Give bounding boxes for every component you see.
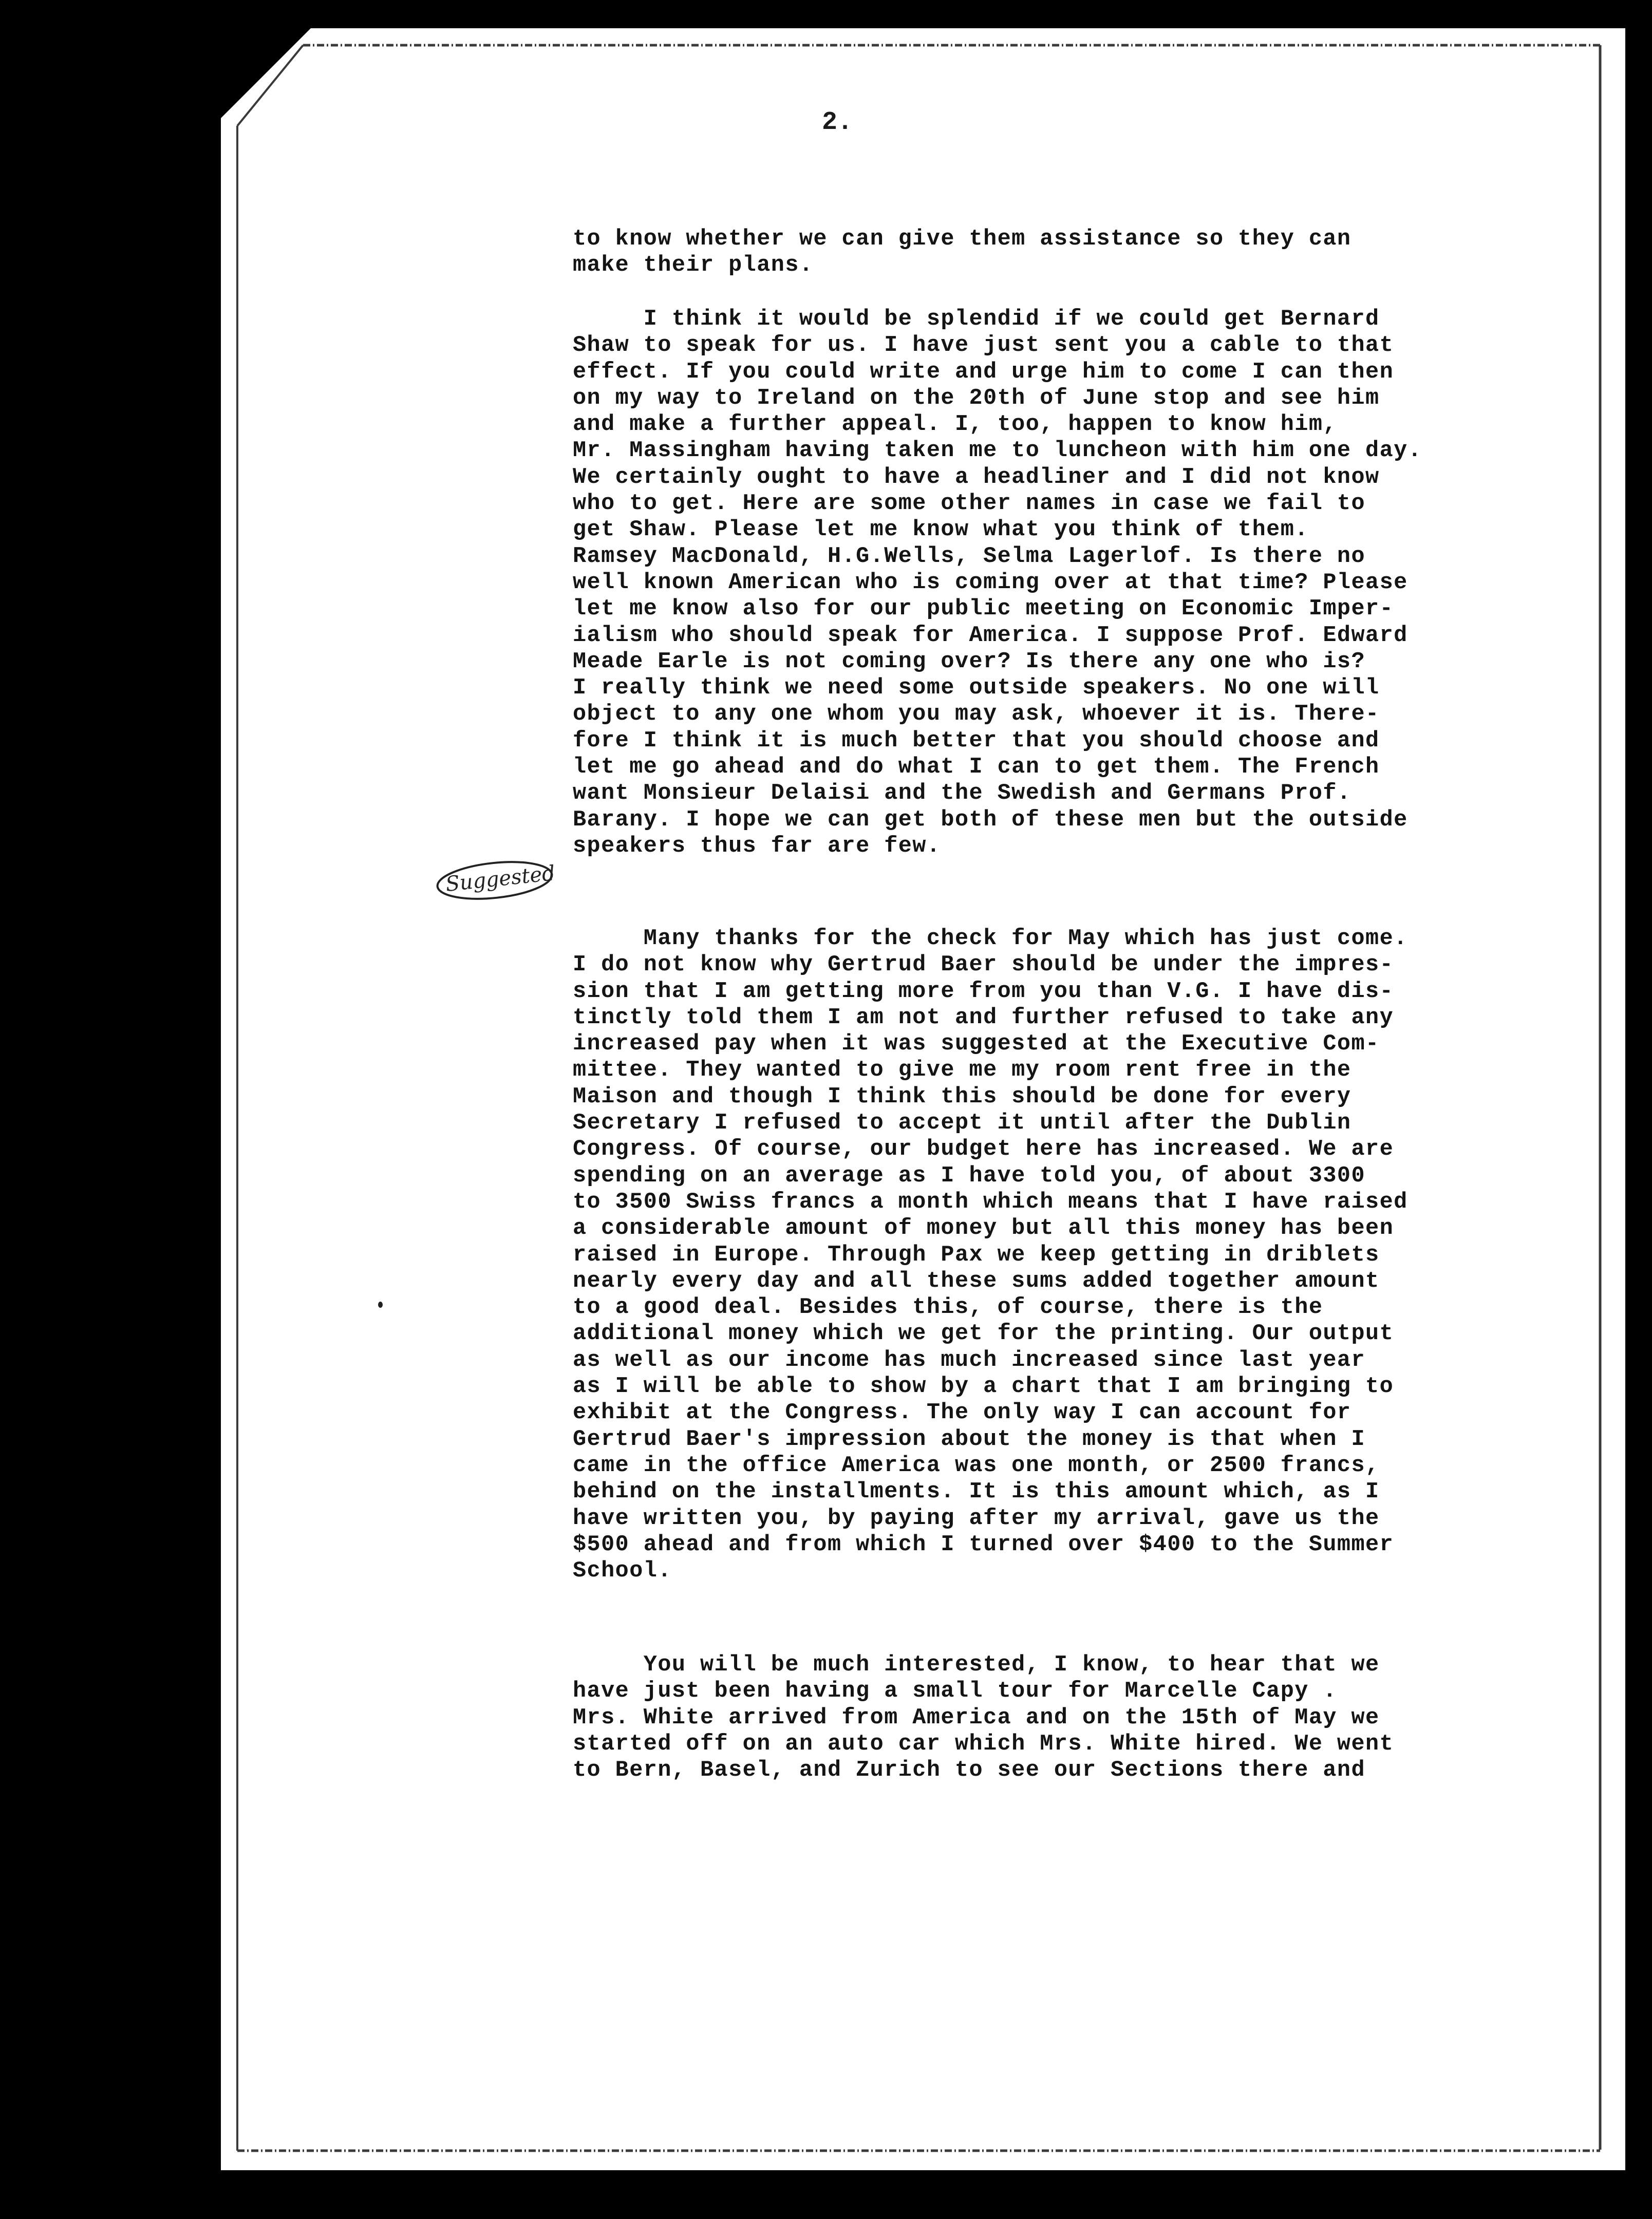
paragraph-speakers: I think it would be splendid if we could get Bernard Shaw to speak for us. I have just sent you a cable to that effect. If you could write and urge him to come I can then on my way to Ireland on the 20th of June stop and see him and make a further appeal. I, too, happen to know him, Mr. Massingham having taken me to luncheon with him one day. We certainly ought to have a headliner and I did not know who to get. Here are some other names in case we fail to get Shaw. Please let me know what you think of them. Ramsey MacDonald, H.G.Wells, Selma Lagerlof. Is there no well known American who is coming over at that time? Please let me know also for our public meeting on Economic Imper- ialism who should speak for America. I suppose Prof. Edward Meade Earle is not coming over? Is there any one who is? I really think we need some outside speakers. No one will object to any one whom you may ask, whoever it is. There- fore I think it is much better that you should choose and let me go ahead and do what I can to get them. The French want Monsieur Delaisi and the Swedish and Germans Prof. Barany. I hope we can get both of these men but the outside speakers thus far are few.: [573, 307, 1422, 859]
paragraph-finances: Many thanks for the check for May which has just come. I do not know why Gertrud Baer should be under the impres- sion that I am getting more from you than V.G. I have dis- tinctly told them I am not and further refused to take any increased pay when it was suggested at the Executive Com- mittee. They wanted to give me my room rent free in the Maison and though I think this should be done for every Secretary I refused to accept it until after the Dublin Congress. Of course, our budget here has increased. We are spending on an average as I have told you, of about 3300 to 3500 Swiss francs a month which means that I have raised a considerable amount of money but all this money has been raised in Europe. Through Pax we keep getting in driblets nearly every day and all these sums added together amount to a good deal. Besides this, of course, there is the additional money which we get for the printing. Our output as well as our income has much increased since last year as I will be able to show by a chart that I am bringing to exhibit at the Congress. The only way I can account for Gertrud Baer's impression about the money is that when I came in the office America was one month, or 2500 francs, behind on the installments. It is this amount which, as I have written you, by paying after my arrival, gave us the $500 ahead and from which I turned over $400 to the Summer School.: [573, 926, 1408, 1584]
page-number: 2.: [822, 108, 853, 137]
paragraph-continuation: to know whether we can give them assistance so they can make their plans.: [573, 227, 1351, 278]
margin-note-text: Suggested: [444, 861, 556, 897]
ink-speck-mark: [378, 1302, 383, 1308]
handwritten-margin-note: [434, 857, 562, 905]
paragraph-tour: You will be much interested, I know, to hear that we have just been having a small tour for Marcelle Capy . Mrs. White arrived from America and on the 15th of May we started off on an auto car which Mrs. White hired. We went to Bern, Basel, and Zurich to see our Sections there and: [573, 1652, 1394, 1783]
